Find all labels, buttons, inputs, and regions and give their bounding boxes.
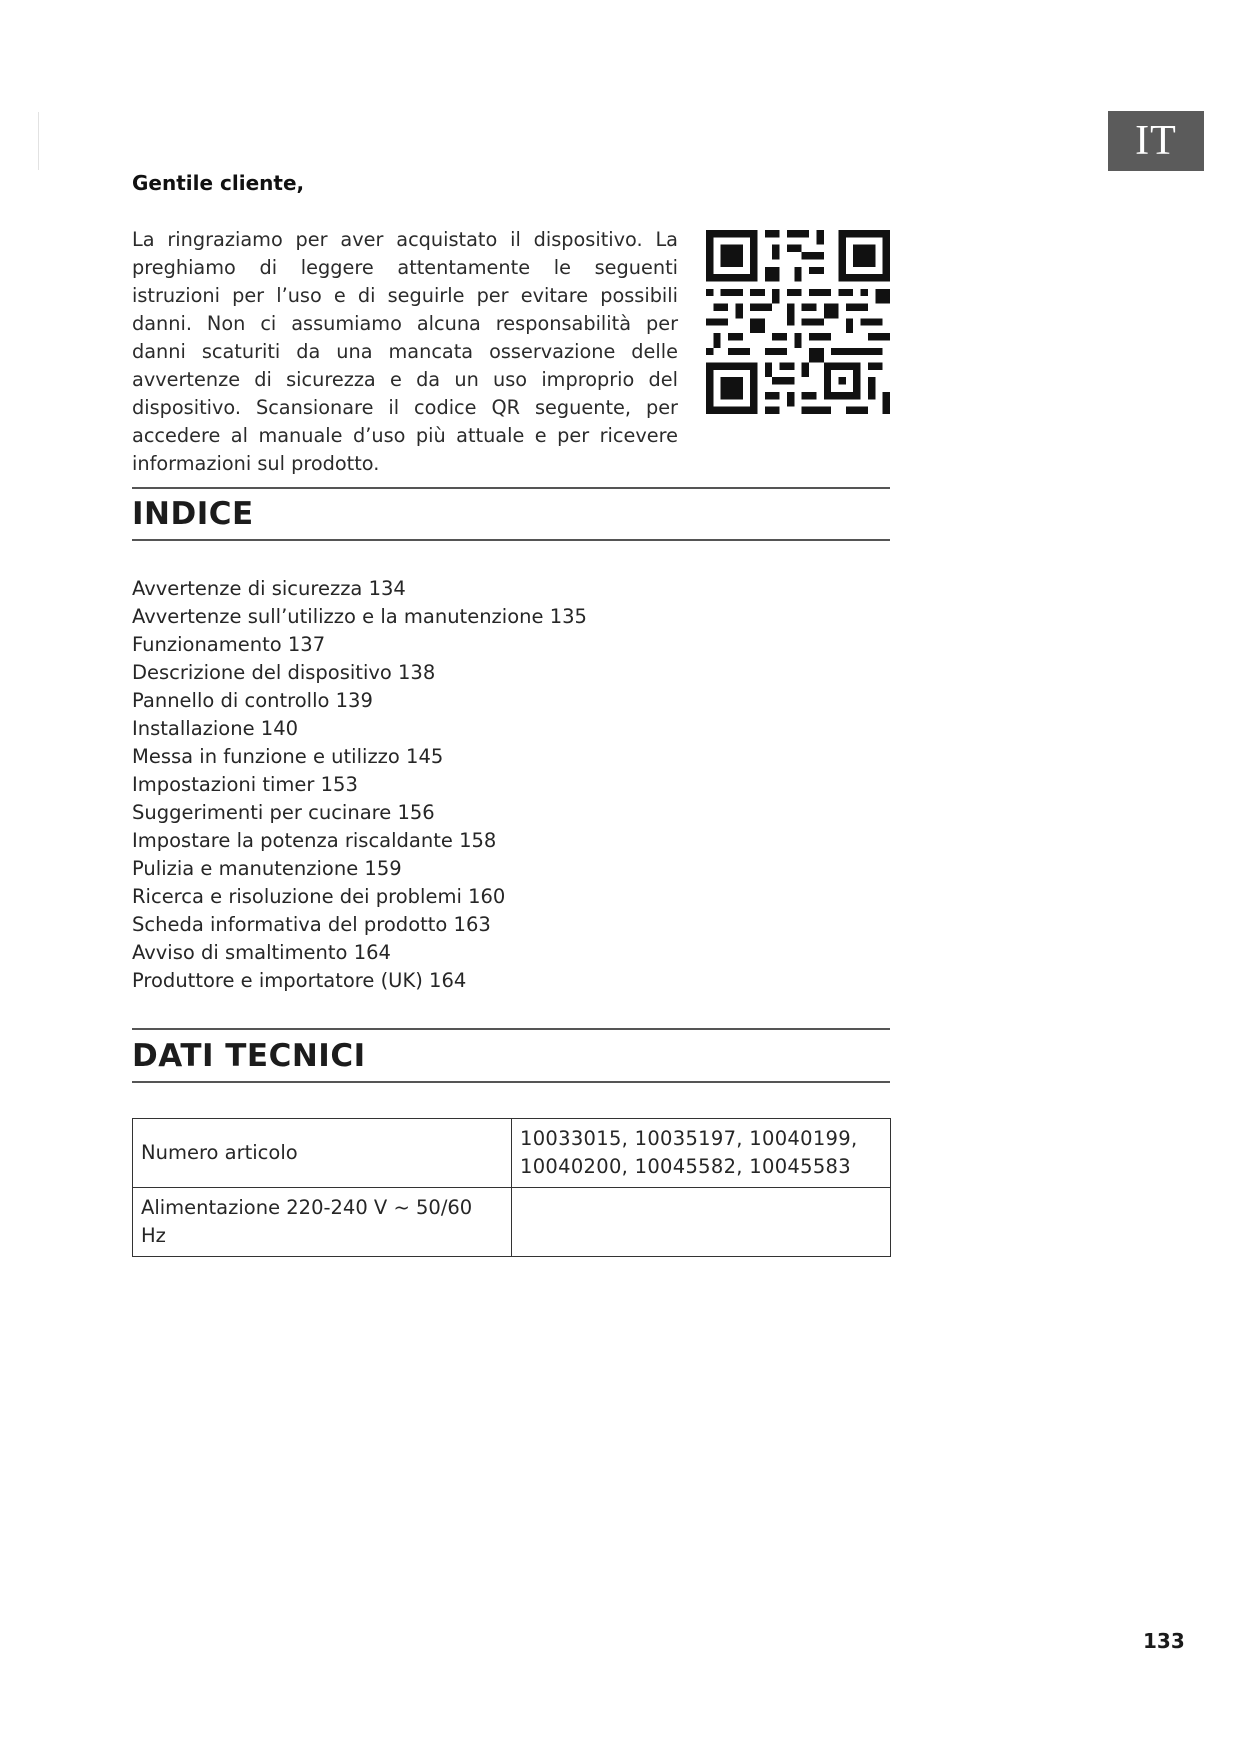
toc-item: Pannello di controllo 139 [132, 689, 373, 712]
toc-item: Avvertenze sull’utilizzo e la manutenzione 135 [132, 605, 587, 628]
toc-item: Installazione 140 [132, 717, 299, 740]
toc-item: Ricerca e risoluzione dei problemi 160 [132, 885, 506, 908]
toc-item: Messa in funzione e utilizzo 145 [132, 745, 444, 768]
toc-item: Avviso di smaltimento 164 [132, 941, 391, 964]
language-tab: IT [1108, 111, 1204, 171]
intro-paragraph: La ringraziamo per aver acquistato il dispositivo. La preghiamo di leggere attentamente le seguenti istruzioni per l’uso e di seguirle per evitare possibili danni. Non ci assumiamo alcuna responsabilità per danni scaturiti da una mancata osservazione delle avvertenze di sicurezza e da un uso improprio del dispositivo. Scansionare il codice QR seguente, per accedere al manuale d’uso più attuale e per ricevere informazioni sul prodotto. [132, 228, 678, 475]
spec-label: Alimentazione 220-240 V ~ 50/60 Hz [133, 1188, 512, 1257]
index-title: INDICE [132, 496, 254, 532]
toc-item: Impostazioni timer 153 [132, 773, 358, 796]
qr-code-icon [706, 230, 890, 414]
toc-item: Impostare la potenza riscaldante 158 [132, 829, 497, 852]
toc-item: Pulizia e manutenzione 159 [132, 857, 402, 880]
toc-item: Scheda informativa del prodotto 163 [132, 913, 491, 936]
section-rule-bottom [132, 1081, 890, 1083]
spec-value-line: 10040200, 10045582, 10045583 [520, 1155, 851, 1178]
toc-item: Avvertenze di sicurezza 134 [132, 577, 406, 600]
toc-item: Produttore e importatore (UK) 164 [132, 969, 467, 992]
table-of-contents [132, 575, 587, 995]
page-edge-mark [38, 112, 39, 170]
spec-value-line: 10033015, 10035197, 10040199, [520, 1127, 858, 1150]
spec-label: Numero articolo [133, 1119, 512, 1188]
specs-title: DATI TECNICI [132, 1038, 366, 1074]
table-row [133, 1119, 891, 1188]
specs-table [132, 1118, 891, 1257]
section-rule-top [132, 487, 890, 489]
toc-item: Descrizione del dispositivo 138 [132, 661, 436, 684]
page-number: 133 [1143, 1629, 1185, 1653]
section-rule-bottom [132, 539, 890, 541]
spec-value [512, 1119, 891, 1188]
table-row [133, 1188, 891, 1257]
toc-item: Suggerimenti per cucinare 156 [132, 801, 435, 824]
spec-value [512, 1188, 891, 1257]
toc-item: Funzionamento 137 [132, 633, 326, 656]
greeting: Gentile cliente, [132, 171, 305, 195]
section-rule-top [132, 1028, 890, 1030]
